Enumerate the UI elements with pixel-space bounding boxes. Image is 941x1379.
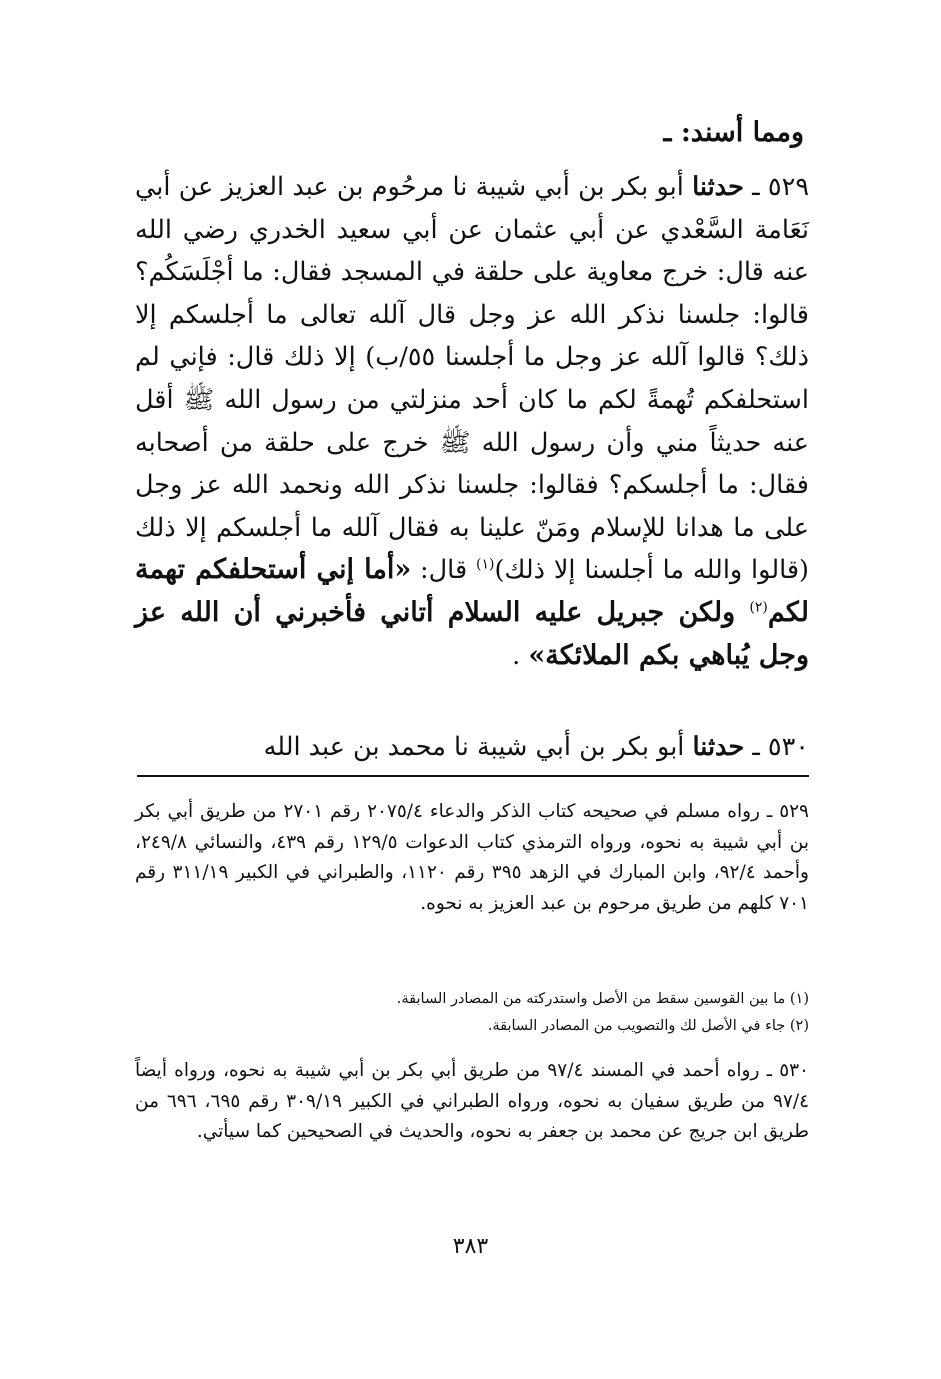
hadith-529-lead: حدثنا: [692, 172, 744, 202]
hadith-530: [135, 726, 809, 769]
footnote-530: ٥٣٠ ـ رواه أحمد في المسند ٩٧/٤ من طريق أبي بكر بن أبي شيبة به نحوه، ورواه أيضاً ٩٧/٤ من طريق سفيان به نحوه، ورواه الطبراني في الكبير ٣٠٩/١٩ رقم ٦٩٥، ٦٩٦ من طريق ابن جريج عن محمد بن جعفر به نحوه، والحديث في الصحيحين كما سيأتي.: [135, 1060, 810, 1143]
section-heading: ومما أسند: ـ: [663, 117, 804, 148]
page-number: ٣٨٣: [452, 1234, 489, 1259]
footnote-marker-2: (٢): [749, 599, 768, 616]
hadith-529-qal: قال:: [411, 555, 476, 586]
prophetic-quote-part-b: ولكن جبريل عليه السلام أتاني فأخبرني أن الله عز وجل يُباهي بكم الملائكة»: [135, 596, 809, 671]
footnote-note-2: (٢) جاء في الأصل لك والتصويب من المصادر السابقة.: [487, 1018, 809, 1034]
hadith-530-number: ٥٣٠ ـ: [752, 732, 809, 762]
prophetic-quote-part-a: «أما إني أستحلفكم تهمة لكم: [135, 554, 809, 628]
hadith-529: [135, 166, 809, 677]
hadith-530-lead: حدثنا: [692, 732, 745, 762]
hadith-529-body: أبو بكر بن أبي شيبة نا مرحُوم بن عبد العزيز عن أبي نَعَامة السَّعْدي عن أبي عثمان عن أبي سعيد الخدري رضي الله عنه قال: خرج معاوية على حلقة في المسجد فقال: ما أجْلَسَكُم؟ قالوا: جلسنا نذكر الله عز وجل قال آلله تعالى ما أجلسكم إلا ذلك؟ قالوا آلله عز وجل ما أجلسنا ٥٥/ب) إلا ذلك قال: فإني لم استحلفكم تُهمةً لكم ما كان أحد منزلتي من رسول الله ﷺ أقل عنه حديثاً مني وأن رسول الله ﷺ خرج على حلقة من أصحابه فقال: ما أجلسكم؟ فقالوا: جلسنا نذكر الله ونحمد الله عز وجل على ما هدانا للإسلام ومَنّ علينا به فقال آلله ما أجلسكم إلا ذلك (قالوا والله ما أجلسنا إلا ذلك): [135, 172, 810, 586]
footnote-separator: [137, 775, 809, 777]
hadith-529-number: ٥٢٩ ـ: [752, 172, 810, 202]
footnote-note-1: (١) ما بين القوسين سقط من الأصل واستدركته من المصادر السابقة.: [396, 991, 809, 1007]
footnote-529: ٥٢٩ ـ رواه مسلم في صحيحه كتاب الذكر والدعاء ٢٠٧٥/٤ رقم ٢٧٠١ من طريق أبي بكر بن أبي شيبة به نحوه، ورواه الترمذي كتاب الدعوات ١٢٩/٥ رقم ٤٣٩، والنسائي ٢٤٩/٨، وأحمد ٩٢/٤، وابن المبارك في الزهد ٣٩٥ رقم ١١٢٠، والطبراني في الكبير ٣١١/١٩ رقم ٧٠١ كلهم من طريق مرحوم بن عبد العزيز به نحوه.: [135, 801, 810, 914]
hadith-529-end: .: [512, 640, 529, 671]
hadith-530-body: أبو بكر بن أبي شيبة نا محمد بن عبد الله: [263, 732, 685, 762]
footnote-marker-1: (١): [475, 556, 495, 573]
